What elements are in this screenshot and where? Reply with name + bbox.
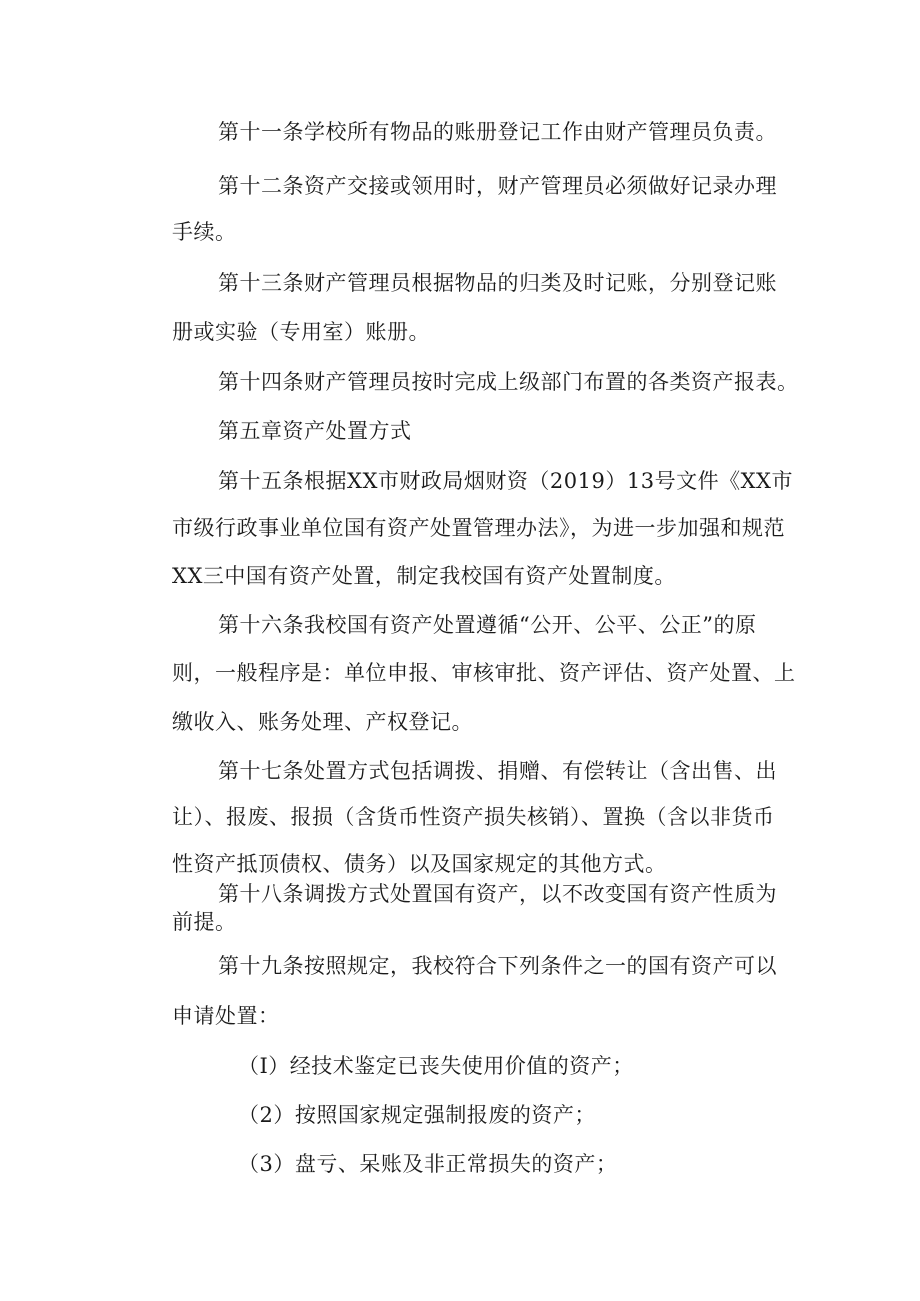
article-17-line-3: 性资产抵顶债权、债务）以及国家规定的其他方式。 [172, 852, 667, 876]
chapter-5-heading: 第五章资产处置方式 [218, 419, 412, 443]
article-15-line-3: XX三中国有资产处置，制定我校国有资产处置制度。 [172, 564, 676, 588]
article-18-line-2: 前提。 [172, 910, 237, 934]
article-16-line-1: 第十六条我校国有资产处置遵循“公开、公平、公正”的原 [218, 613, 757, 637]
article-19-line-2: 申请处置： [172, 1004, 280, 1028]
article-15-line-2: 市级行政事业单位国有资产处置管理办法》，为进一步加强和规范 [172, 516, 785, 540]
article-17-line-2: 让）、报废、报损（含货币性资产损失核销）、置换（含以非货币 [172, 805, 775, 829]
condition-item-2: （2）按照国家规定强制报废的资产； [238, 1103, 596, 1127]
article-16-line-2: 则，一般程序是：单位申报、审核审批、资产评估、资产处置、上 [172, 661, 796, 685]
article-18-line-1: 第十八条调拨方式处置国有资产，以不改变国有资产性质为 [218, 882, 777, 906]
article-12-line-1: 第十二条资产交接或领用时，财产管理员必须做好记录办理 [218, 174, 777, 198]
condition-item-3: （3）盘亏、呆账及非正常损失的资产； [238, 1152, 618, 1176]
article-19-line-1: 第十九条按照规定，我校符合下列条件之一的国有资产可以 [218, 954, 777, 978]
article-13-line-1: 第十三条财产管理员根据物品的归类及时记账，分别登记账 [218, 271, 777, 295]
article-15-line-1: 第十五条根据XX市财政局烟财资（2019）13号文件《XX市 [218, 469, 793, 493]
article-12-line-2: 手续。 [172, 220, 237, 244]
article-16-line-3: 缴收入、账务处理、产权登记。 [172, 710, 473, 734]
article-17-line-1: 第十七条处置方式包括调拨、捐赠、有偿转让（含出售、出 [218, 759, 777, 783]
article-14-line: 第十四条财产管理员按时完成上级部门布置的各类资产报表。 [218, 370, 799, 394]
condition-item-1: （I）经技术鉴定已丧失使用价值的资产； [238, 1054, 634, 1078]
article-13-line-2: 册或实验（专用室）账册。 [172, 320, 430, 344]
article-11-line: 第十一条学校所有物品的账册登记工作由财产管理员负责。 [218, 120, 777, 144]
